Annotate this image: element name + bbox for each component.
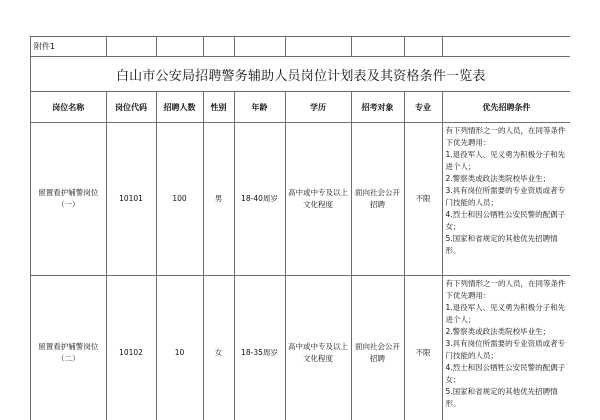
table-row bbox=[31, 123, 570, 276]
cell-age: 18-40周岁 bbox=[234, 123, 285, 276]
cell-major: 不限 bbox=[404, 276, 442, 420]
cell-target: 面向社会公开招聘 bbox=[351, 123, 404, 276]
cell-preference bbox=[442, 123, 570, 276]
cell-major: 不限 bbox=[404, 123, 442, 276]
preference-line: 2.警察类或政法类院校毕业生； bbox=[445, 174, 551, 183]
header-position-name: 岗位名称 bbox=[31, 92, 106, 123]
attachment-row bbox=[31, 37, 570, 57]
recruitment-table bbox=[31, 37, 570, 420]
blank-cell bbox=[285, 37, 351, 57]
table-row bbox=[31, 276, 570, 420]
cell-target: 面向社会公开招聘 bbox=[351, 276, 404, 420]
title-row bbox=[31, 57, 570, 92]
header-headcount: 招聘人数 bbox=[156, 92, 203, 123]
header-gender: 性别 bbox=[203, 92, 234, 123]
cell-preference bbox=[442, 276, 570, 420]
cell-gender: 男 bbox=[203, 123, 234, 276]
blank-cell bbox=[234, 37, 285, 57]
header-target: 招考对象 bbox=[351, 92, 404, 123]
preference-line: 3.具有岗位所需要的专业资质或者专门技能的人员； bbox=[445, 339, 566, 360]
preference-line: 5.国家和省规定的其他优先招聘情形。 bbox=[445, 387, 558, 408]
header-major: 专业 bbox=[404, 92, 442, 123]
cell-position-code: 10102 bbox=[106, 276, 156, 420]
preference-line: 有下列情形之一的人员，在同等条件下优先聘用： bbox=[445, 126, 566, 147]
preference-line: 1.退役军人、见义勇为积极分子和先进个人； bbox=[445, 303, 566, 324]
header-row bbox=[31, 92, 570, 123]
preference-line: 2.警察类或政法类院校毕业生； bbox=[445, 327, 551, 336]
header-age: 年龄 bbox=[234, 92, 285, 123]
header-preference: 优先招聘条件 bbox=[442, 92, 570, 123]
table-title: 白山市公安局招聘警务辅助人员岗位计划表及其资格条件一览表 bbox=[31, 57, 570, 92]
cell-position-code: 10101 bbox=[106, 123, 156, 276]
blank-cell bbox=[106, 37, 156, 57]
blank-cell bbox=[156, 37, 203, 57]
cell-education: 高中或中专及以上文化程度 bbox=[285, 276, 351, 420]
cell-age: 18-35周岁 bbox=[234, 276, 285, 420]
cell-headcount: 10 bbox=[156, 276, 203, 420]
cell-education: 高中或中专及以上文化程度 bbox=[285, 123, 351, 276]
cell-position-name: 留置看护辅警岗位（一） bbox=[31, 123, 106, 276]
blank-cell bbox=[404, 37, 442, 57]
blank-cell bbox=[203, 37, 234, 57]
blank-cell bbox=[351, 37, 404, 57]
preference-line: 1.退役军人、见义勇为积极分子和先进个人； bbox=[445, 150, 566, 171]
preference-line: 5.国家和省规定的其他优先招聘情形。 bbox=[445, 234, 558, 255]
header-education: 学历 bbox=[285, 92, 351, 123]
preference-line: 4.烈士和因公牺牲公安民警的配偶子女； bbox=[445, 363, 566, 384]
header-position-code: 岗位代码 bbox=[106, 92, 156, 123]
recruitment-sheet bbox=[30, 36, 570, 420]
preference-line: 3.具有岗位所需要的专业资质或者专门技能的人员； bbox=[445, 186, 566, 207]
blank-cell bbox=[442, 37, 570, 57]
cell-gender: 女 bbox=[203, 276, 234, 420]
preference-line: 4.烈士和因公牺牲公安民警的配偶子女； bbox=[445, 210, 566, 231]
cell-headcount: 100 bbox=[156, 123, 203, 276]
preference-line: 有下列情形之一的人员，在同等条件下优先聘用： bbox=[445, 279, 566, 300]
cell-position-name: 留置看护辅警岗位（二） bbox=[31, 276, 106, 420]
attachment-label: 附件1 bbox=[31, 37, 106, 57]
